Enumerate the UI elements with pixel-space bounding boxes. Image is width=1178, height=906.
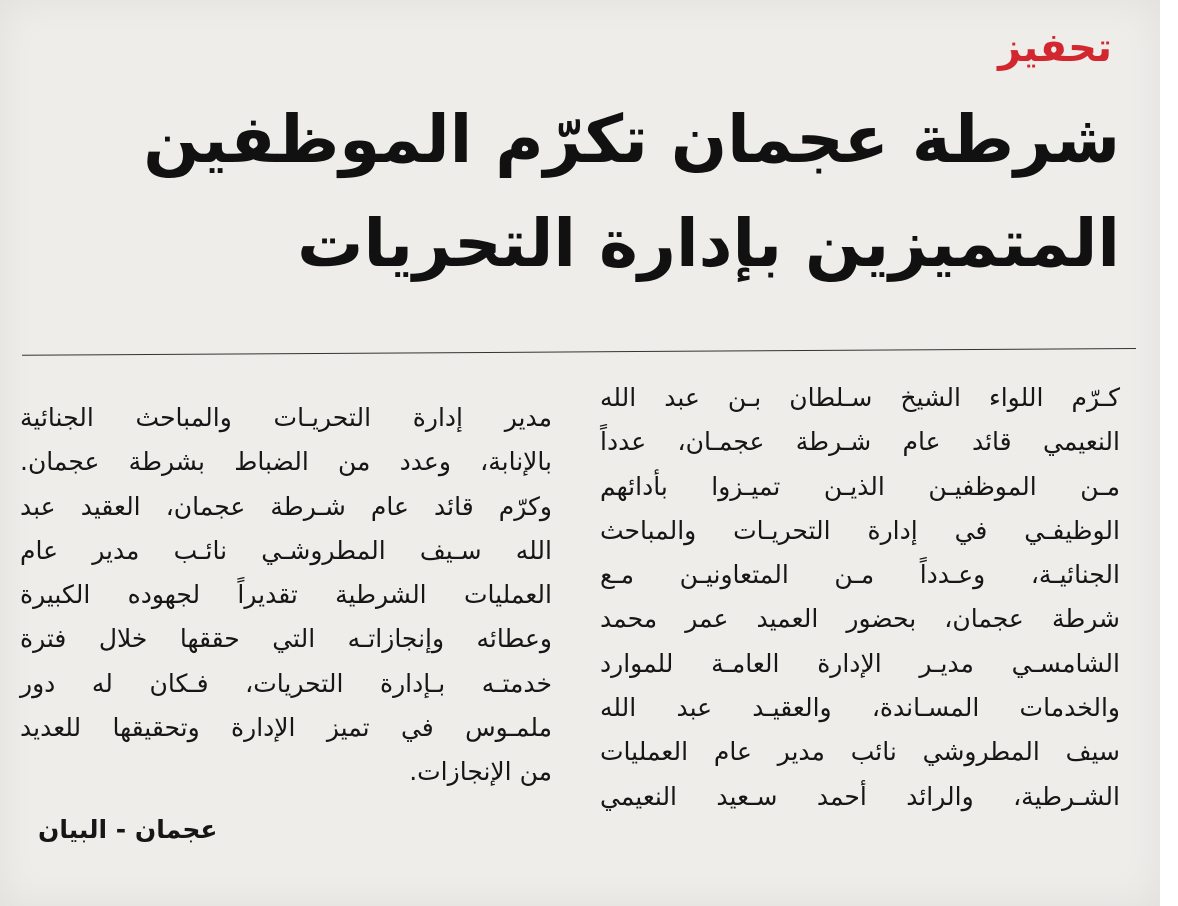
headline-divider — [22, 348, 1136, 356]
body-line: من الإنجازات. — [409, 757, 552, 787]
body-line: والخدمات المسـاندة، والعقيـد عبد الله — [600, 693, 1120, 723]
body-column-right — [600, 376, 1120, 819]
body-line: الشـرطية، والرائد أحمد سـعيد النعيمي — [600, 781, 1120, 811]
body-line: مدير إدارة التحريـات والمباحث الجنائية — [20, 403, 552, 432]
headline-line: المتميزين بإدارة التحريات — [297, 205, 1120, 282]
body-line: وعطائه وإنجازاتـه التي حققها خلال فترة — [20, 624, 552, 654]
body-line: شرطة عجمان، بحضور العميد عمر محمد — [600, 604, 1120, 634]
body-line: بالإنابة، وعدد من الضباط بشرطة عجمان. — [20, 447, 552, 477]
section-kicker: تحفيز — [998, 25, 1112, 71]
headline — [40, 88, 1120, 296]
body-line: خدمتـه بـإدارة التحريات، فـكان له دور — [20, 668, 552, 698]
body-line: وكرّم قائد عام شـرطة عجمان، العقيد عبد — [20, 491, 552, 521]
body-line: الوظيفـي في إدارة التحريـات والمباحث — [600, 515, 1120, 545]
body-line: كـرّم اللواء الشيخ سـلطان بـن عبد الله — [600, 383, 1120, 412]
headline-line: شرطة عجمان تكرّم الموظفين — [143, 101, 1120, 178]
byline-signoff: عجمان - البيان — [38, 815, 218, 844]
body-line: العمليات الشرطية تقديراً لجهوده الكبيرة — [20, 580, 552, 610]
body-line: مـن الموظفيـن الذيـن تميـزوا بأدائهم — [600, 471, 1120, 501]
body-line: الشامسـي مديـر الإدارة العامـة للموارد — [600, 648, 1120, 678]
body-column-left — [20, 396, 552, 795]
body-line: النعيمي قائد عام شـرطة عجمـان، عدداً — [600, 427, 1120, 457]
body-line: ملمـوس في تميز الإدارة وتحقيقها للعديد — [20, 713, 552, 743]
body-line: الجنائيـة، وعـدداً مـن المتعاونيـن مـع — [600, 560, 1120, 590]
body-line: سيف المطروشي نائب مدير عام العمليات — [600, 737, 1120, 767]
body-line: الله سـيف المطروشـي نائـب مدير عام — [20, 535, 552, 565]
scan-margin — [1160, 0, 1178, 906]
